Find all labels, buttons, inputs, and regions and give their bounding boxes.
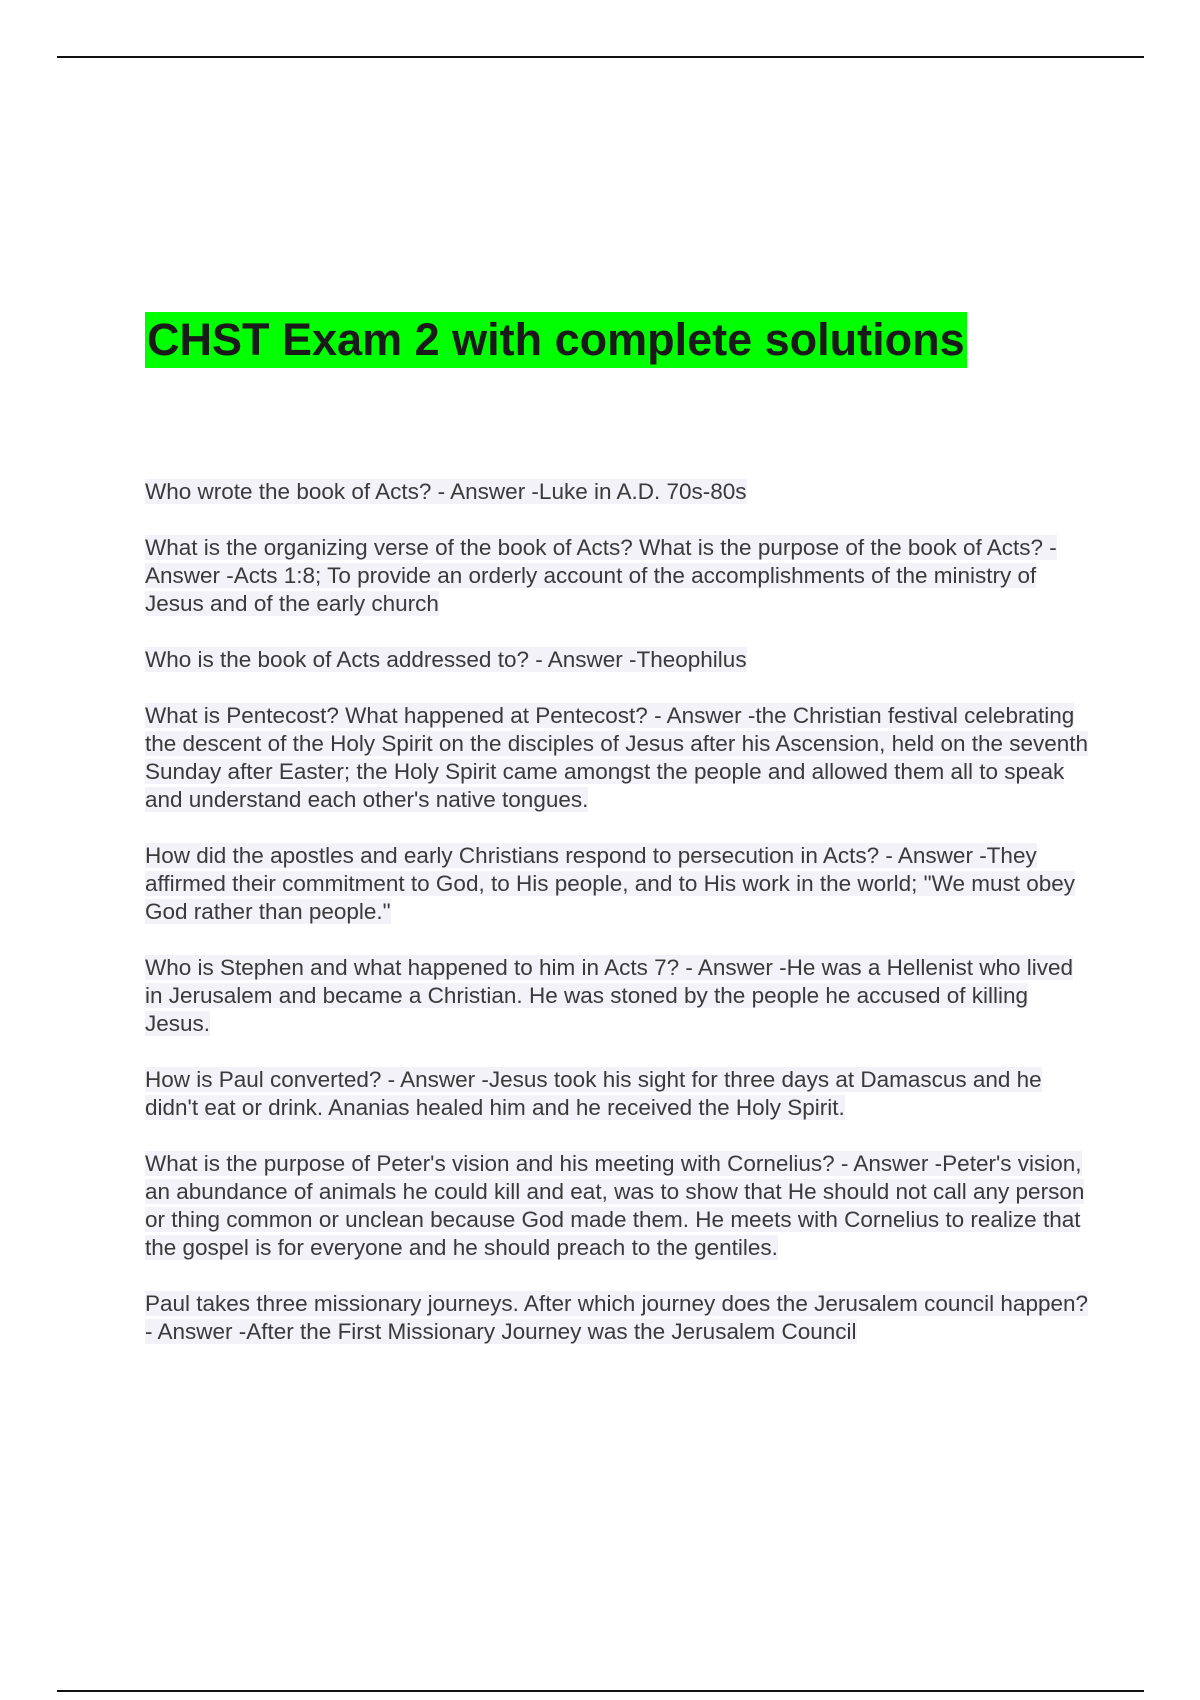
qa-item	[145, 842, 1095, 926]
qa-item-text: What is Pentecost? What happened at Pentecost? - Answer -the Christian festival celebrating the descent of the Holy Spirit on the disciples of Jesus after his Ascension, held on the seventh Sunday after Easter; the Holy Spirit came amongst the people and allowed them all to speak and understand each other's native tongues.	[145, 703, 1089, 812]
qa-list	[145, 478, 1095, 1374]
qa-item	[145, 1290, 1095, 1346]
qa-item-text: Who is Stephen and what happened to him in Acts 7? - Answer -He was a Hellenist who lived in Jerusalem and became a Christian. He was stoned by the people he accused of killing Jesus.	[145, 955, 1074, 1036]
document-title: CHST Exam 2 with complete solutions	[145, 312, 967, 368]
qa-item-text: What is the organizing verse of the book of Acts? What is the purpose of the book of Acts? - Answer -Acts 1:8; To provide an orderly account of the accomplishments of the ministry of Jesus and of the early church	[145, 535, 1057, 616]
title-block	[145, 312, 967, 368]
top-rule	[57, 56, 1144, 58]
qa-item	[145, 478, 1095, 506]
qa-item-text: Who wrote the book of Acts? - Answer -Luke in A.D. 70s-80s	[145, 479, 747, 504]
qa-item	[145, 1066, 1095, 1122]
qa-item-text: Who is the book of Acts addressed to? - Answer -Theophilus	[145, 647, 747, 672]
qa-item-text: Paul takes three missionary journeys. After which journey does the Jerusalem council happen? - Answer -After the First Missionary Journey was the Jerusalem Council	[145, 1291, 1089, 1344]
qa-item-text: How is Paul converted? - Answer -Jesus took his sight for three days at Damascus and he didn't eat or drink. Ananias healed him and he received the Holy Spirit.	[145, 1067, 1042, 1120]
bottom-rule	[57, 1690, 1144, 1692]
qa-item	[145, 702, 1095, 814]
qa-item	[145, 646, 1095, 674]
qa-item	[145, 1150, 1095, 1262]
qa-item	[145, 534, 1095, 618]
qa-item	[145, 954, 1095, 1038]
qa-item-text: What is the purpose of Peter's vision and his meeting with Cornelius? - Answer -Peter's vision, an abundance of animals he could kill and eat, was to show that He should not call any person or thing common or unclean because God made them. He meets with Cornelius to realize that the gospel is for everyone and he should preach to the gentiles.	[145, 1151, 1085, 1260]
qa-item-text: How did the apostles and early Christians respond to persecution in Acts? - Answer -They affirmed their commitment to God, to His people, and to His work in the world; "We must obey God rather than people."	[145, 843, 1076, 924]
